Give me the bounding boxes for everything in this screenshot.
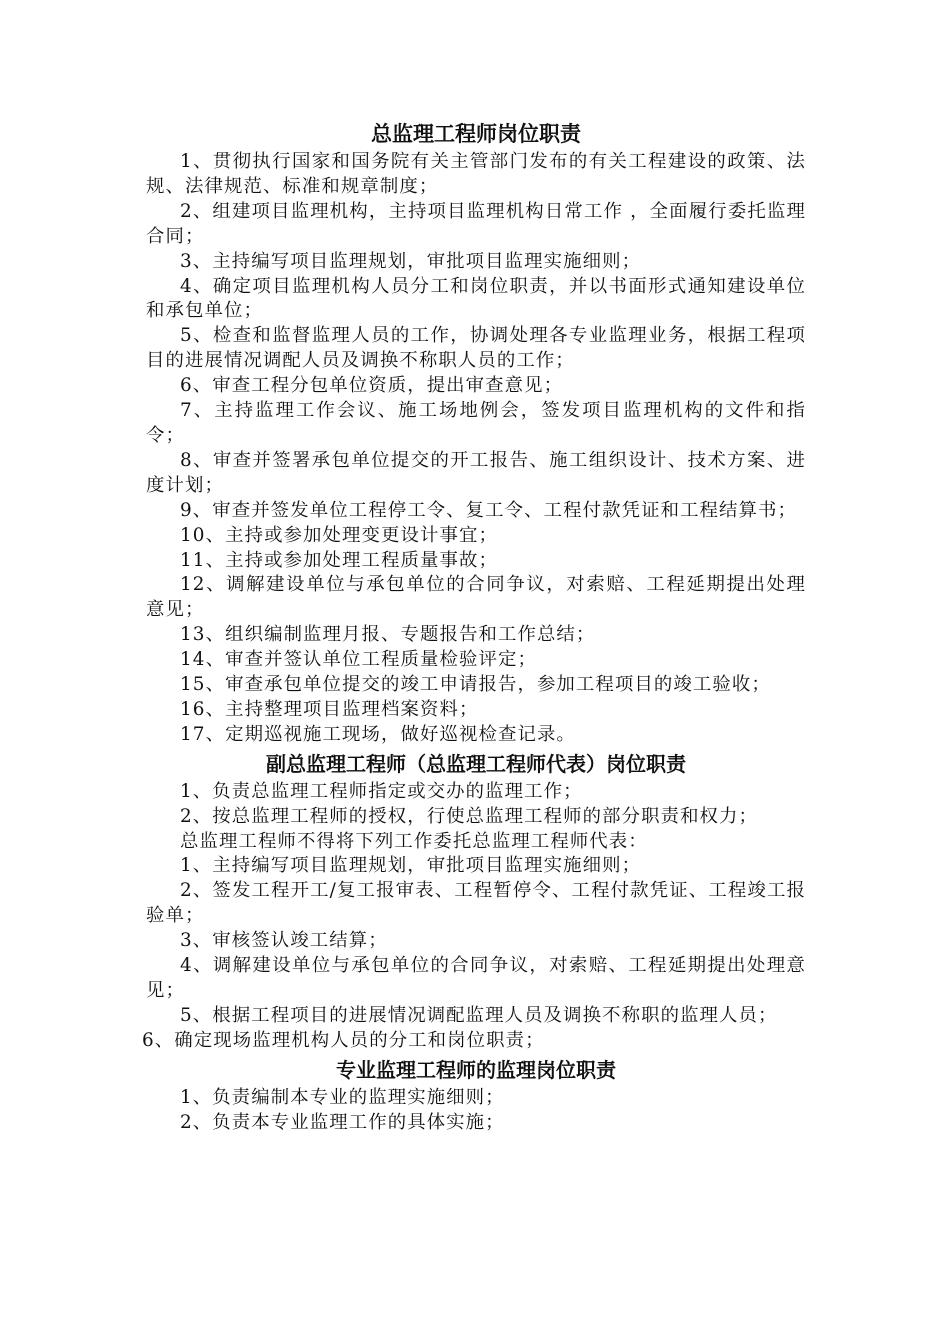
duty-item: 6、审查工程分包单位资质，提出审查意见；: [180, 375, 564, 397]
duty-item: 1、贯彻执行国家和国务院有关主管部门发布的有关工程建设的政策、法规、法律规范、标准和规章制度；: [146, 151, 806, 197]
duty-item: 4、确定项目监理机构人员分工和岗位职责，并以书面形式通知建设单位和承包单位；: [146, 275, 806, 322]
duty-item: 9、审查并签发单位工程停工令、复工令、工程付款凭证和工程结算书；: [180, 499, 798, 521]
duty-item: 15、审查承包单位提交的竣工申请报告，参加工程项目的竣工验收；: [180, 674, 771, 696]
duty-item: 14、审查并签认单位工程质量检验评定；: [180, 649, 537, 671]
duty-item: 5、检查和监督监理人员的工作，协调处理各专业监理业务，根据工程项目的进展情况调配人员及调换不称职人员的工作；: [146, 325, 806, 372]
duty-item: 13、组织编制监理月报、专题报告和工作总结；: [180, 624, 596, 646]
duty-item: 11、主持或参加处理工程质量事故；: [180, 549, 498, 571]
duty-item: 2、按总监理工程师的授权，行使总监理工程师的部分职责和权力；: [180, 805, 759, 827]
restricted-item: 4、调解建设单位与承包单位的合同争议，对索赔、工程延期提出处理意见；: [146, 955, 806, 1001]
duty-item: 2、负责本专业监理工作的具体实施；: [180, 1111, 505, 1133]
duty-item: 16、主持整理项目监理档案资料；: [180, 698, 479, 720]
restriction-note: 总监理工程师不得将下列工作委托总监理工程师代表：: [180, 830, 648, 852]
duty-item: 7、主持监理工作会议、施工场地例会，签发项目监理机构的文件和指令；: [146, 400, 806, 446]
duty-item: 8、审查并签署承包单位提交的开工报告、施工组织设计、技术方案、进度计划；: [146, 449, 806, 496]
restricted-item: 3、审核签认竣工结算；: [180, 930, 388, 952]
duty-item: 12、调解建设单位与承包单位的合同争议，对索赔、工程延期提出处理意见；: [146, 574, 806, 621]
duty-item: 10、主持或参加处理变更设计事宜；: [180, 524, 498, 546]
duty-item: 2、组建项目监理机构，主持项目监理机构日常工作 ，全面履行委托监理合同；: [146, 200, 806, 247]
restricted-item: 2、签发工程开工/复工报审表、工程暂停令、工程付款凭证、工程竣工报验单；: [146, 880, 806, 927]
document-page: [142, 118, 806, 1136]
duty-item: 1、负责编制本专业的监理实施细则；: [180, 1086, 505, 1108]
duty-item: 3、主持编写项目监理规划，审批项目监理实施细则；: [180, 250, 642, 272]
section-title-chief-engineer: 总监理工程师岗位职责: [371, 122, 581, 146]
restricted-item: 5、根据工程项目的进展情况调配监理人员及调换不称职的监理人员；: [180, 1004, 778, 1026]
restricted-item: 1、主持编写项目监理规划，审批项目监理实施细则；: [180, 855, 642, 877]
duty-item: 1、负责总监理工程师指定或交办的监理工作；: [180, 780, 583, 802]
restricted-item: 6、确定现场监理机构人员的分工和岗位职责；: [142, 1029, 545, 1051]
section-title-specialist-engineer: 专业监理工程师的监理岗位职责: [336, 1057, 616, 1082]
section-title-deputy-engineer: 副总监理工程师（总监理工程师代表）岗位职责: [266, 751, 686, 776]
duty-item: 17、定期巡视施工现场，做好巡视检查记录。: [180, 723, 576, 745]
